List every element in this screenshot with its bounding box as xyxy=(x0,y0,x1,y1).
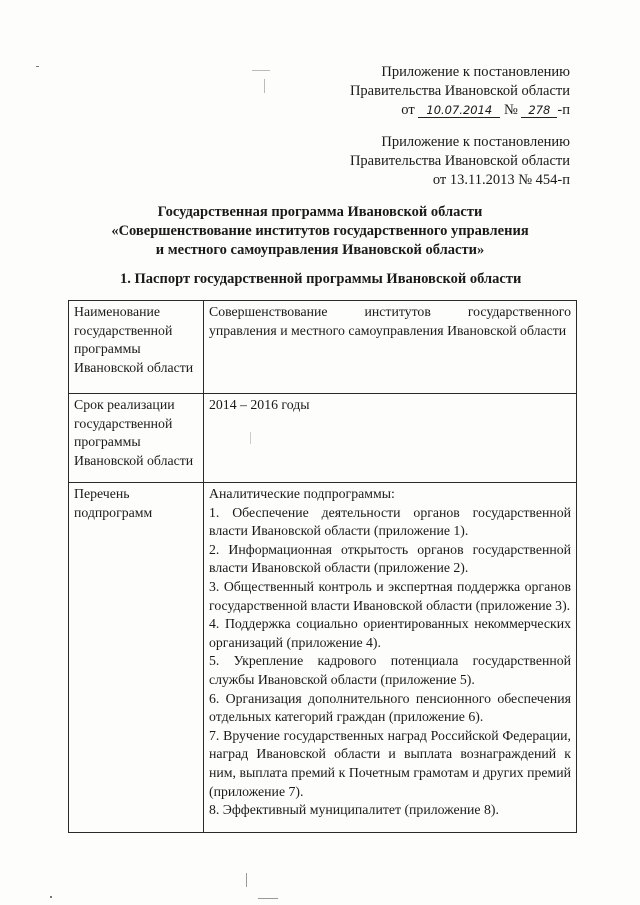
row-label: Наименование государственной программы Ивановской области xyxy=(69,301,204,394)
list-item: 4. Поддержка социально ориентированных некоммерческих организаций (приложение 4). xyxy=(209,616,571,650)
list-item: 3. Общественный контроль и экспертная поддержка органов государственной власти Ивановской области (приложение 3). xyxy=(209,578,571,613)
list-item: 6. Организация дополнительного пенсионного обеспечения отдельных категорий граждан (приложение 6). xyxy=(209,690,571,725)
row-value: 2014 – 2016 годы xyxy=(204,394,577,483)
subprogram-list xyxy=(204,483,577,833)
title-line: и местного самоуправления Ивановской области» xyxy=(155,242,485,258)
scan-speck xyxy=(246,873,247,887)
number-suffix: -п xyxy=(557,102,570,118)
row-label: Срок реализации государственной программы Ивановской области xyxy=(69,394,204,483)
header-date-line xyxy=(350,101,570,120)
list-item: 8. Эффективный муниципалитет (приложение 8). xyxy=(209,802,499,818)
list-intro: Аналитические подпрограммы: xyxy=(209,486,395,501)
header-line: от 13.11.2013 № 454-п xyxy=(432,172,570,188)
number-label: № xyxy=(503,102,518,118)
header-line: Приложение к постановлению xyxy=(381,134,570,150)
approval-header-new xyxy=(350,63,570,120)
table-row xyxy=(69,301,577,394)
list-item: 5. Укрепление кадрового потенциала государственной службы Ивановской области (приложение 5). xyxy=(209,653,571,687)
row-label: Перечень подпрограмм xyxy=(69,483,204,833)
scan-speck xyxy=(264,79,265,93)
header-line: Правительства Ивановской области xyxy=(349,83,570,99)
scan-speck xyxy=(252,70,270,71)
passport-table xyxy=(68,300,577,833)
table-row xyxy=(69,483,577,833)
title-line: «Совершенствование институтов государственного управления xyxy=(111,223,529,239)
program-title xyxy=(60,203,580,260)
approval-header-old xyxy=(350,133,570,190)
header-line: Правительства Ивановской области xyxy=(349,153,570,169)
section-heading: 1. Паспорт государственной программы Ивановской области xyxy=(120,271,522,287)
scan-speck xyxy=(36,66,39,67)
header-line: Приложение к постановлению xyxy=(381,64,570,80)
list-item: 7. Вручение государственных наград Российской Федерации, наград Ивановской области и выплата вознаграждений к ним, выплата премий к Почетным грамотам и других премий (приложение 7). xyxy=(209,727,571,799)
scan-speck xyxy=(50,896,52,898)
handwritten-number: 278 xyxy=(521,104,557,118)
table-row xyxy=(69,394,577,483)
handwritten-date: 10.07.2014 xyxy=(418,104,500,118)
title-line: Государственная программа Ивановской области xyxy=(157,204,483,220)
from-label: от xyxy=(401,102,415,118)
row-value: Совершенствование институтов государственного управления и местного самоуправления Ивановской области xyxy=(204,301,577,394)
list-item: 2. Информационная открытость органов государственной власти Ивановской области (приложение 2). xyxy=(209,541,571,576)
list-item: 1. Обеспечение деятельности органов государственной власти Ивановской области (приложение 1). xyxy=(209,504,571,539)
scan-speck xyxy=(258,898,278,899)
